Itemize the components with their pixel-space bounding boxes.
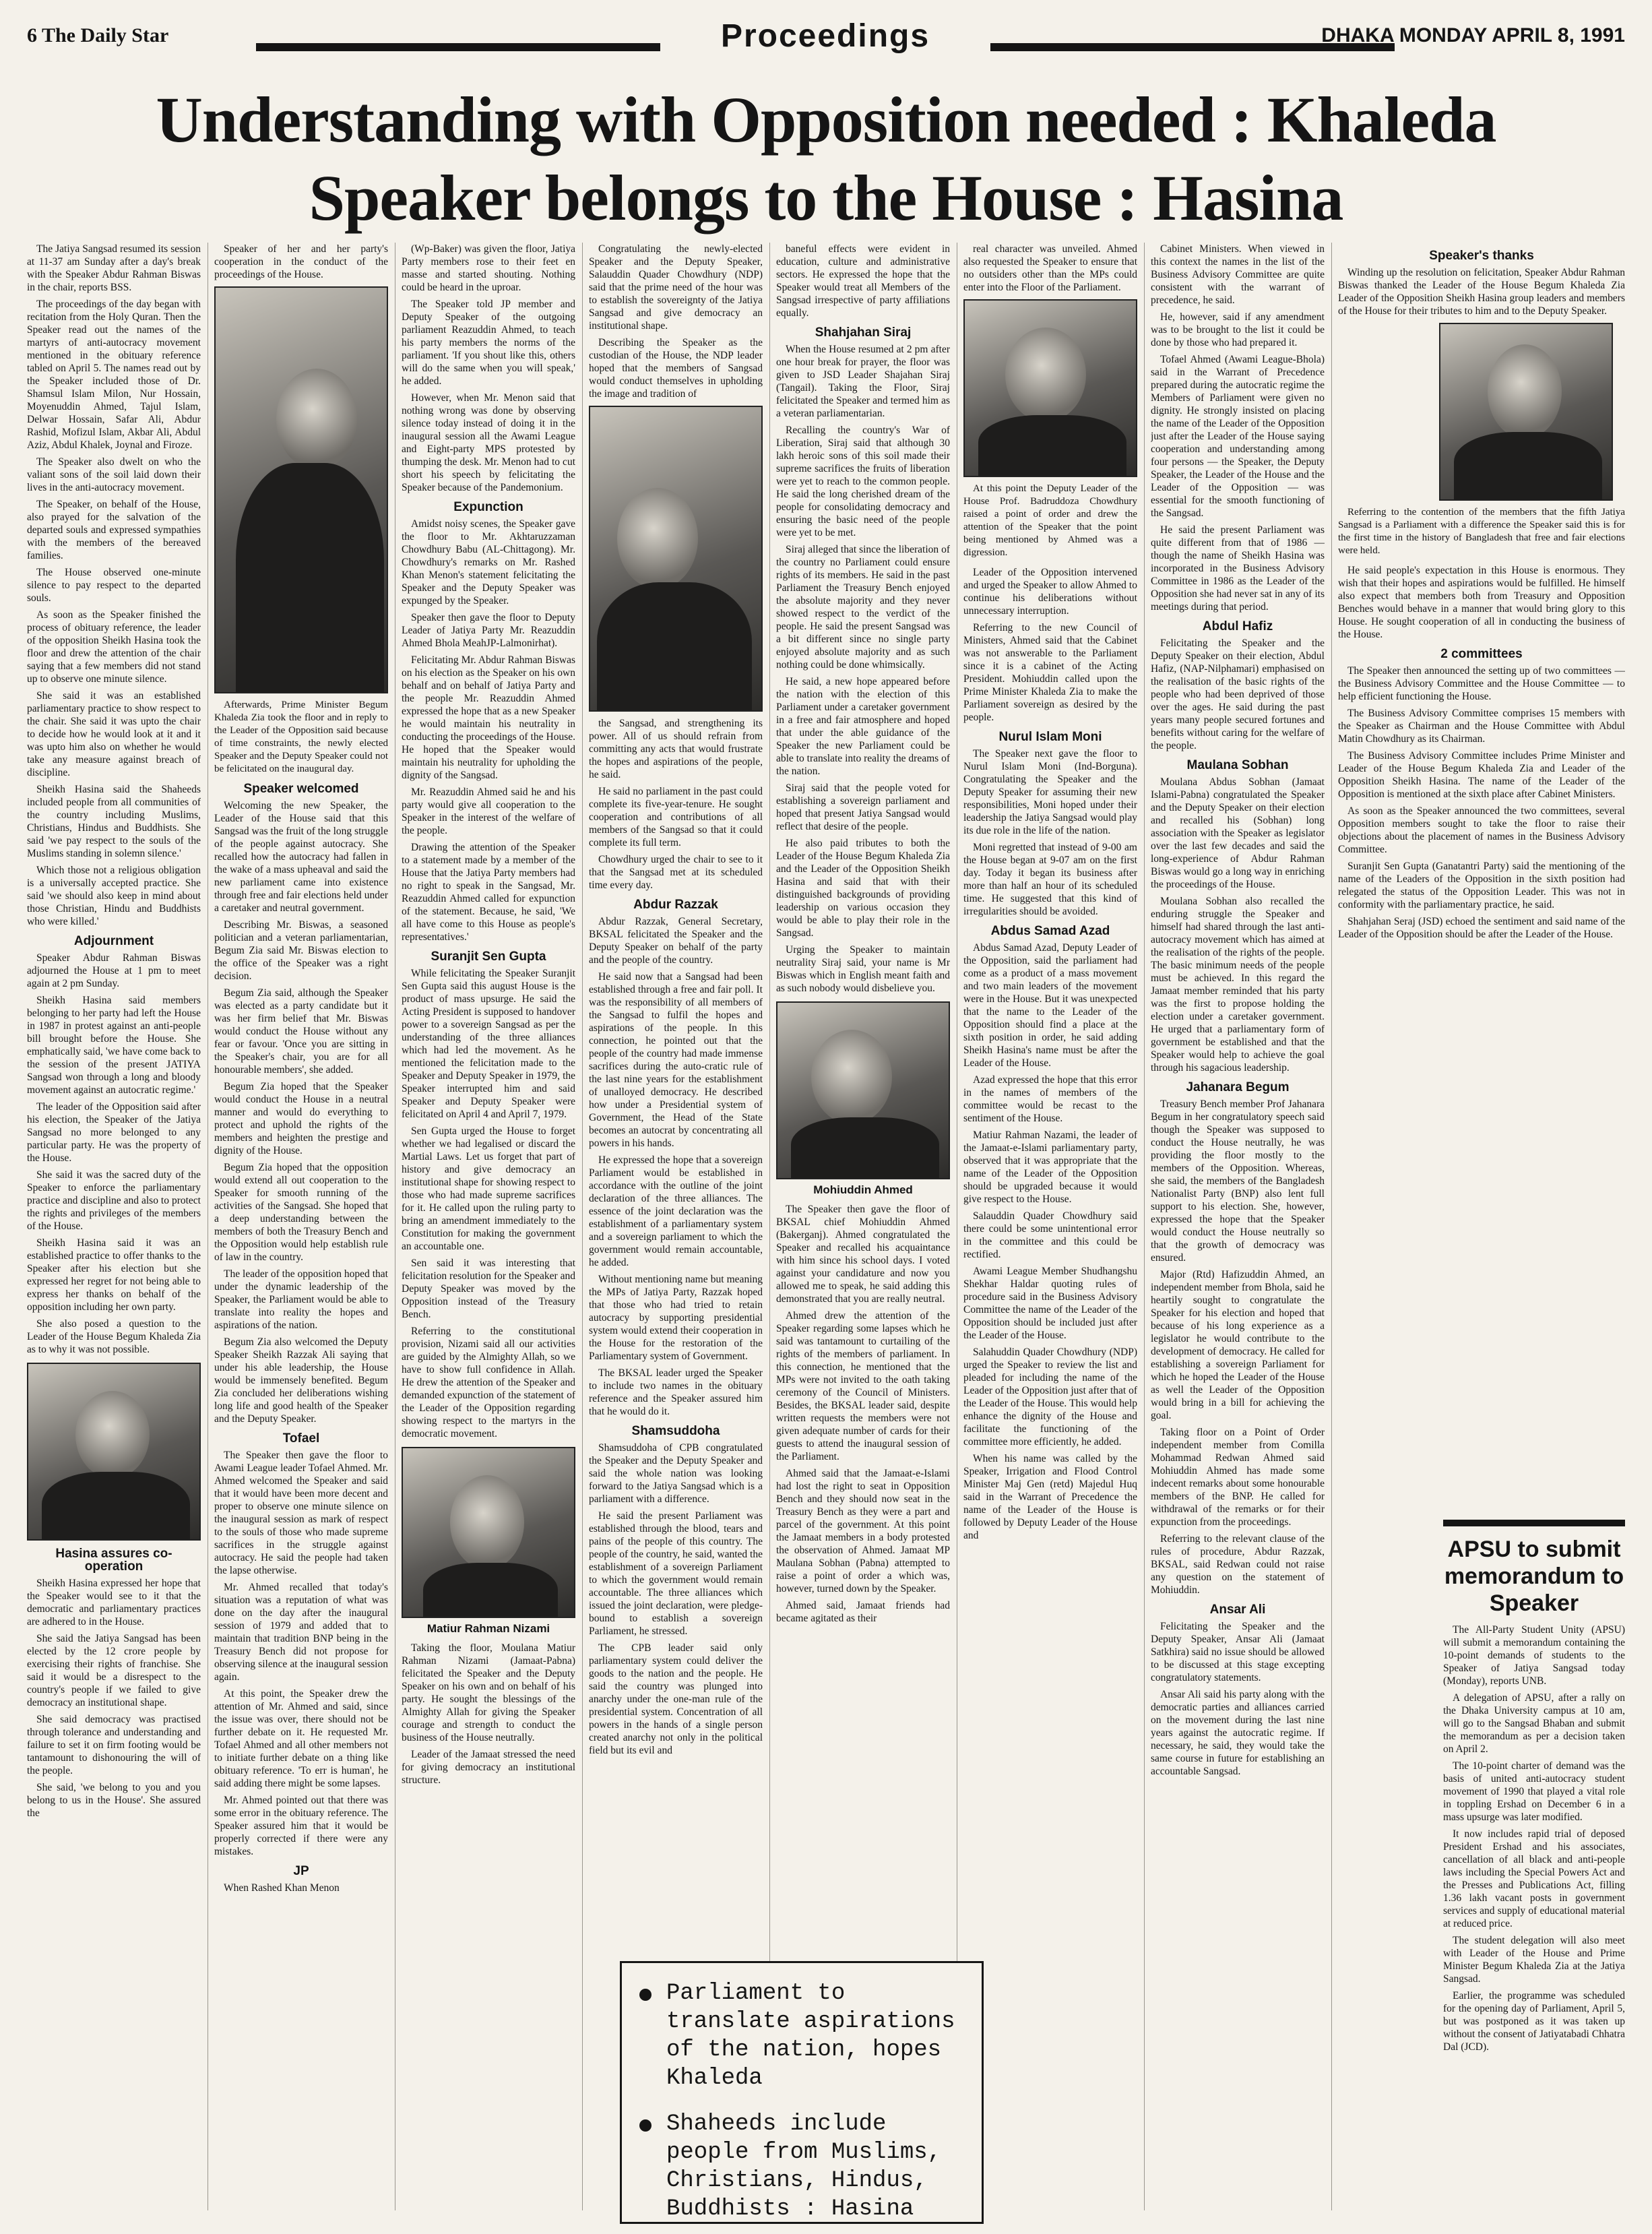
section-title: Proceedings (720, 18, 930, 54)
headline-line-2: Speaker belongs to the House : Hasina (309, 162, 1343, 234)
paragraph: Earlier, the programme was scheduled for the opening day of Parliament, April 5, but was postponed as it was taken up without the consent of Jatiyatabadi Chhatra Dal (JCD). (1443, 1990, 1625, 2053)
paragraph: Mr. Reazuddin Ahmed said he and his party would give all cooperation to the Speaker in the interest of the welfare of the people. (402, 786, 575, 836)
highlights-box (620, 1961, 984, 2224)
apsu-body (1443, 1623, 1625, 2053)
paragraph: When the House resumed at 2 pm after one hour break for prayer, the floor was given to JSD Leader Shajahan Siraj (Tangail). Taking the Floor, Siraj felicitated the Speaker and termed him as a veteran parliamentarian. (776, 344, 950, 419)
paragraph: Speaker Abdur Rahman Biswas adjourned the House at 1 pm to meet again at 2 pm Sunday. (27, 952, 201, 989)
subhead-expunction: Expunction (453, 500, 523, 514)
photo-mohiuddin (776, 1001, 950, 1179)
paragraph: The Speaker also dwelt on who the valiant sons of the soil laid down their lives in the anti-autocracy movement. (27, 456, 201, 493)
paragraph: Speaker of her and her party's cooperation in the conduct of the proceedings of the House. (214, 243, 388, 280)
paragraph: Ahmed said, Jamaat friends had became agitated as their (776, 1600, 950, 1624)
paragraph: Awami League Member Shudhangshu Shekhar Haldar quoting rules of procedure said in the Business Advisory Committee the name of the Leader of the Opposition should be included just after the Leader of the House. (963, 1266, 1137, 1341)
paragraph: Ansar Ali said his party along with the democratic parties and alliances carried on the movement during the last nine years against the autocratic regime. If necessary, he said, they would take the same course in future for establishing an accountable Sangsad. (1151, 1689, 1325, 1777)
paragraph: Moulana Sobhan also recalled the enduring struggle the Speaker and himself had shared through the last anti-autocracy movement which has aimed at the realisation of the rights of the people. The basic minimum needs of the people must be achieved. In this regard the Jamaat member reminded that his party was the first to propose holding the election under a caretaker government. He urged that a parliamentary form of government be established and that the Speaker would help to achieve the goal through his sagacious leadership. (1151, 896, 1325, 1074)
story-rule (1443, 1520, 1625, 1526)
paragraph: Recalling the country's War of Liberation, Siraj said that although 30 lakh heroic sons of this soil made their supreme sacrifices the fruits of liberation were yet to reach to the common people. He said the long cherished dream of the people for consolidating democracy and ensuring the basic need of the people were yet to be met. (776, 425, 950, 538)
subhead-suranjit: Suranjit Sen Gupta (431, 950, 546, 964)
paragraph: Moulana Abdus Sobhan (Jamaat Islami-Pabna) congratulated the Speaker and the Deputy Speaker on their election and recalled his (Sobhan) long association with the Speaker as legislator over the last few decades and said the long-experience of Abdur Rahman Biswas would go a long way in enriching the proceedings of the House. (1151, 776, 1325, 890)
subhead-jp: JP (293, 1864, 309, 1878)
photo-caption: Matiur Rahman Nizami (426, 1622, 550, 1635)
paragraph: She said, 'we belong to you and you belong to us in the House'. She assured the (27, 1782, 201, 1819)
apsu-story (1443, 1520, 1625, 2057)
paragraph: Suranjit Sen Gupta (Ganatantri Party) said the mentioning of the name of the Leaders of the Opposition in the sixth position had relegated the status of the Opposition Leader. This was not in conformity with the parliamentary practice, he said. (1338, 861, 1625, 910)
paragraph: Begum Zia hoped that the opposition would extend all out cooperation to the Speaker for smooth running of the activities of the Sangsad. She hoped that a deep understanding between the members of both the Treasury Bench and the Opposition would help establish rule of law in the country. (214, 1162, 388, 1263)
subhead-razzak: Abdur Razzak (633, 898, 718, 912)
paragraph: Begum Zia also welcomed the Deputy Speaker Sheikh Razzak Ali saying that under his able leadership, the House would be immensely benefited. Begum Zia concluded her deliberations wishing long life and good health of the Speaker and the Deputy Speaker. (214, 1336, 388, 1425)
paragraph: Welcoming the new Speaker, the Leader of the House said that this Sangsad was the fruit of the long struggle of the people against autocracy. She recalled how the autocracy had fallen in the wake of a mass upheaval and said the new parliament came into existence through free and fair elections held under a caretaker and neutral government. (214, 800, 388, 914)
paragraph: He said no parliament in the past could complete its five-year-tenure. He sought cooperation and contributions of all members of the Sangsad so that it could complete its full term. (589, 786, 763, 848)
page-label: 6 The Daily Star (27, 24, 169, 46)
column-6 (963, 243, 1137, 2210)
paragraph: When Rashed Khan Menon (224, 1882, 340, 1894)
subhead-2-committees: 2 committees (1440, 647, 1523, 661)
subhead-hasina-assures: Hasina assures co-operation (55, 1547, 172, 1574)
paragraph: Amidst noisy scenes, the Speaker gave the floor to Mr. Akhtaruzzaman Chowdhury Babu (AL-Chittagong). Mr. Chowdhury's remarks on Mr. Rashed Khan Menon's statement felicitating the Speaker and the Deputy Speaker was expunged by the Speaker. (402, 518, 575, 607)
paragraph: The CPB leader said only parliamentary system could deliver the goods to the nation and the people. He said the country was plunged into anarchy under the one-man rule of the presidential system. Concentration of all powers in the hands of a single person created anarchy not only in the political field but its evil and (589, 1642, 763, 1756)
headline (27, 81, 1625, 237)
paragraph: Sen Gupta urged the House to forget whether we had legalised or discard the Martial Laws. Let us forget that part of history and give democracy an institutional shape for showing respect to those who had made supreme sacrifices for it. He called upon the ruling party to bring an amendment immediately to the Constitution for making the government an accountable one. (402, 1125, 575, 1252)
subhead-jahanara: Jahanara Begum (1186, 1080, 1290, 1094)
paragraph: Felicitating the Speaker and the Deputy Speaker on their election, Abdul Hafiz, (NAP-Nilphamari) emphasised on the realisation of the basic rights of the people who had been deprived of those over the ages. He said during the past years many people secured fortunes and benefits without caring for the welfare of the people. (1151, 638, 1325, 751)
paragraph: As soon as the Speaker finished the process of obituary reference, the leader of the opposition Sheikh Hasina took the floor and drew the attention of the chair saying that a few members did not stand up to observe one minute silence. (27, 609, 201, 685)
column-5 (776, 243, 950, 2210)
paragraph: He expressed the hope that a sovereign Parliament would be established in accordance with the outline of the joint declaration of the three alliances. The essence of the joint declaration was the establishment of a parliamentary system and a sovereign parliament to which the government would remain accountable, he added. (589, 1154, 763, 1268)
paragraph: Leader of the Jamaat stressed the need for giving democracy an institutional structure. (402, 1749, 575, 1786)
paragraph: Sheikh Hasina said it was an established practice to offer thanks to the Speaker after his election but she expressed her regret for not being able to express her thanks on behalf of the opposition including her own party. (27, 1237, 201, 1313)
paragraph: Taking floor on a Point of Order independent member from Comilla Mohammad Redwan Ahmed said Mohiuddin Ahmed has made some indecent remarks about some honourable members of the BNP. He called for withdrawal of the remarks or for their expunction from the proceedings. (1151, 1427, 1325, 1528)
paragraph: Begum Zia said, although the Speaker was elected as a party candidate but it was her firm belief that Mr. Biswas would conduct the House without any fear or favour. 'Once you are sitting in the Speaker's chair, you are for all honourable members', she added. (214, 987, 388, 1076)
photo-caption: At this point the Deputy Leader of the House Prof. Badruddoza Chowdhury raised a point of order and drew the attention of the Speaker that the point being mentioned by Ahmed was a digression. (963, 483, 1137, 558)
paragraph: Matiur Rahman Nazami, the leader of the Jamaat-e-Islami parliamentary party, observed that it was appropriate that the name of the Leader of the Opposition should be upgraded because it would give respect to the House. (963, 1129, 1137, 1205)
paragraph: He said the present Parliament was quite different from that of 1986 — though the name of Sheikh Hasina was incorporated in the Business Advisory Committee in 1986 as the Leader of the Opposition she had never sat in any of its meetings during that period. (1151, 524, 1325, 613)
paragraph: He, however, said if any amendment was to be brought to the list it could be done by those who had prepared it. (1151, 311, 1325, 348)
headline-line-1: Understanding with Opposition needed : Khaleda (156, 84, 1496, 156)
paragraph: The Business Advisory Committee comprises 15 members with the Speaker as Chairman and the House Committee with Abdul Matin Chowdhury as its Chairman. (1338, 708, 1625, 745)
paragraph: Describing the Speaker as the custodian of the House, the NDP leader hoped that the members of Sangsad would conduct themselves in upholding the image and tradition of (589, 337, 763, 400)
paragraph: Felicitating the Speaker and the Deputy Speaker, Ansar Ali (Jamaat Satkhira) said no issue should be allowed to be discussed at this stage excepting congratulatory statements. (1151, 1621, 1325, 1683)
subhead-shahjahan: Shahjahan Siraj (815, 325, 912, 340)
paragraph: Shamsuddoha of CPB congratulated the Speaker and the Deputy Speaker and said the whole nation was looking forward to the Jatiya Sangsad which is a parliament with a difference. (589, 1442, 763, 1505)
subhead-adjournment: Adjournment (73, 934, 154, 948)
dateline: DHAKA MONDAY APRIL 8, 1991 (1321, 24, 1625, 46)
paragraph: When his name was called by the Speaker, Irrigation and Flood Control Minister Maj Gen (retd) Majedul Huq said in the Warrant of Precedence the name of the Leader of the House is followed by Deputy Leader of the House and (963, 1453, 1137, 1541)
paragraph: Treasury Bench member Prof Jahanara Begum in her congratulatory speech said though the Speaker was supposed to conduct the House neutrally, he was providing the floor mostly to the members of the Opposition. Whereas, she said, the members of the Bangladesh Nationalist Party (BNP) also lent full support to his election. She, however, expressed the hope that the Speaker would conduct the House neutrally so that the growth of democracy was ensured. (1151, 1098, 1325, 1264)
highlight-text: Parliament to translate aspirations of the nation, hopes Khaleda (666, 1981, 955, 2091)
paragraph: The Speaker told JP member and Deputy Speaker of the outgoing parliament Reazuddin Ahmed, to teach his party members the norms of the parliament. 'If you shout like this, others will do the same when you will speak,' he added. (402, 299, 575, 387)
paragraph: The Speaker next gave the floor to Nurul Islam Moni (Ind-Borguna). Congratulating the Speaker and the Deputy Speaker for assuming their new responsibilities, Moni hoped under their leadership the Jatiya Sangsad would play its due role in the life of the nation. (963, 748, 1137, 836)
paragraph: She said the Jatiya Sangsad has been elected by the 12 crore people by exercising their rights of franchise. She said it would be a disrespect to the country's people if we failed to give democracy an institutional shape. (27, 1633, 201, 1708)
paragraph: As soon as the Speaker announced the two committees, several Opposition members sought to take the floor to raise their objections about the placement of names in the Business Advisory Committee. (1338, 805, 1625, 855)
paragraph: Begum Zia hoped that the Speaker would conduct the House in a neutral manner and would do everything to protect and uphold the rights of the members and heighten the prestige and dignity of the House. (214, 1081, 388, 1156)
column-1 (27, 243, 201, 2210)
paragraph: The leader of the Opposition said after his election, the Speaker of the Jatiya Sangsad no more belonged to any particular party. He was the property of the House. (27, 1101, 201, 1164)
paragraph: Siraj alleged that since the liberation of the country no Parliament could ensure rights of its members. He said in the past Parliament the Treasury Bench enjoyed the absolute majority and they never showed respect to the verdict of the people. He said the present Sangsad was a bit different since no single party enjoyed absolute majority and as such nothing could be done whimsically. (776, 544, 950, 671)
column-4 (589, 243, 763, 2210)
paragraph: Winding up the resolution on felicitation, Speaker Abdur Rahman Biswas thanked the Leader of the House Begum Khaleda Zia Leader of the Opposition Sheikh Hasina group leaders and members of the House for their tributes to him and to the Deputy Speaker. (1338, 267, 1625, 317)
paragraph: The BKSAL leader urged the Speaker to include two names in the obituary reference and the Speaker assured him that he would do it. (589, 1367, 763, 1417)
subhead-tofael: Tofael (282, 1431, 320, 1446)
paragraph: It now includes rapid trial of deposed President Ershad and his associates, cancellation of all black and anti-people laws including the Special Powers Act and the Presses and Publications Act, filling 1.36 lakh vacant posts in government services and supply of educational material at reduced price. (1443, 1828, 1625, 1929)
subhead-hafiz: Abdul Hafiz (1202, 619, 1273, 633)
paragraph: (Wp-Baker) was given the floor, Jatiya Party members rose to their feet en masse and started shouting. Nothing could be heard in the uproar. (402, 243, 575, 293)
paragraph: Salauddin Quader Chowdhury said there could be some unintentional error in the committee and this could be rectified. (963, 1210, 1137, 1260)
paragraph: However, when Mr. Menon said that nothing wrong was done by observing silence today instead of doing it in the inaugural session all the Awami League and Eight-party MPS protested by thumping the desk. Mr. Menon had to cut short his speech by felicitating the Speaker because of the Pandemonium. (402, 392, 575, 493)
paragraph: He said, a new hope appeared before the nation with the election of this Parliament under a caretaker government in a free and fair atmosphere and hoped that under the able guidance of the Speaker the new Parliament could be able to translate into reality the dreams of the nation. (776, 676, 950, 777)
paragraph: Salahuddin Quader Chowdhury (NDP) urged the Speaker to review the list and pleaded for including the name of the Leader of the Opposition just after that of the Leader of the House. This would help enhance the dignity of the House and facilitate the functioning of the committee more efficiently, he added. (963, 1346, 1137, 1448)
paragraph: Siraj said that the people voted for establishing a sovereign parliament and hoped that present Jatiya Sangsad would reflect that desire of the people. (776, 782, 950, 832)
photo-caption: Afterwards, Prime Minister Begum Khaleda Zia took the floor and in reply to the Leader of the Opposition said because of time constraints, the newly elected Speaker and the Deputy Speaker could not be felicitated on the inaugural day. (214, 700, 388, 774)
paragraph: While felicitating the Speaker Suranjit Sen Gupta said this august House is the product of mass upsurge. He said the Acting President is supposed to handover power to a sovereign Sangsad as per the understanding of the three alliances which had led the movement. As he mentioned the felicitation made to the Speaker and Deputy Speaker in 1979, the Speaker interrupted him and said Speaker and Deputy Speaker were felicitated on April 4 and April 7, 1979. (402, 968, 575, 1120)
subhead-speaker-welcomed: Speaker welcomed (243, 782, 359, 796)
photo-badruddoza (963, 299, 1137, 477)
paragraph: Referring to the new Council of Ministers, Ahmed said that the Cabinet was not answerable to the Parliament since it is a cabinet of the Acting President. Mohiuddin called upon the Prime Minister Khaleda Zia to make the Parliament sovereign as desired by the people. (963, 622, 1137, 723)
paragraph: Mr. Ahmed recalled that today's situation was a reputation of what was done on the day after the inaugural session of 1979 and added that to maintain that tradition BNP being in the Treasury Bench did not propose for observing silence at the inaugural session again. (214, 1582, 388, 1683)
column-divider (582, 243, 583, 2210)
subhead-azad: Abdus Samad Azad (990, 924, 1110, 938)
paragraph: Speaker then gave the floor to Deputy Leader of Jatiya Party Mr. Reazuddin Ahmed Bhola MeahJP-Lalmonirhat). (402, 612, 575, 649)
paragraph: Shahjahan Seraj (JSD) echoed the sentiment and said name of the Leader of the Opposition should be after the Leader of the House. (1338, 916, 1625, 940)
paragraph: She said it was an established parliamentary practice to show respect to the chair. She said it was upto the chair to decide how he would look at it and it was upto him also on whether he would take any measure against breach of discipline. (27, 690, 201, 778)
subhead-ansar: Ansar Ali (1209, 1603, 1266, 1617)
paragraph: The Speaker then announced the setting up of two committees — the Business Advisory Committee and the House Committee — to help efficient functioning the House. (1338, 665, 1625, 702)
photo-caption: Referring to the contention of the members that the fifth Jatiya Sangsad is a Parliament with a difference the Speaker said this is for the first time in the history of Bangladesh that free and fair elections were held. (1338, 507, 1625, 556)
paragraph: The Speaker then gave the floor of BKSAL chief Mohiuddin Ahmed (Bakerganj). Ahmed congratulated the Speaker and recalled his acquaintance with him since his school days. I voted against your candidature and now you allowed me to speak, he said adding this demonstrated that you are really neutral. (776, 1204, 950, 1305)
paragraph: She also posed a question to the Leader of the House Begum Khaleda Zia as to why it was not possible. (27, 1318, 201, 1355)
column-2 (214, 243, 388, 2210)
highlight-item (639, 1979, 964, 2092)
photo-caption: Mohiuddin Ahmed (813, 1183, 913, 1196)
photo-speaker-biswas (1439, 323, 1613, 501)
paragraph: The 10-point charter of demand was the basis of united anti-autocracy student movement of 1990 that played a vital role in toppling Ershad on December 6 in a mass upsurge was later modified. (1443, 1760, 1625, 1823)
paragraph: Without mentioning name but meaning the MPs of Jatiya Party, Razzak hoped that those who had tried to retain autocracy by supporting presidential system would extend their cooperation in the House for the restoration of the Parliamentary system of Government. (589, 1274, 763, 1362)
paragraph: The Speaker, on behalf of the House, also prayed for the salvation of the departed souls and expressed sympathies with the members of the bereaved families. (27, 499, 201, 561)
subhead-nurul: Nurul Islam Moni (998, 730, 1102, 744)
paragraph: Tofael Ahmed (Awami League-Bhola) said in the Warrant of Precedence prepared during the autocratic regime the Members of Parliament were given no dignity. He strongly insisted on placing the name of the Leader of the Opposition just after the Leader of the House saying cooperation and understanding among four persons — the Speaker, the Deputy Speaker, the Leader of the House and the Leader of the Opposition — was essential for the smooth functioning of the Sangsad. (1151, 354, 1325, 519)
paragraph: Felicitating Mr. Abdur Rahman Biswas on his election as the Speaker on his own behalf and on behalf of Jatiya Party and the people Mr. Reazuddin Ahmed expressed the hope that as a new Speaker he would maintain his neutrality in conducting the proceedings of the House. He hoped that the Speaker would maintain his neutrality for upholding the dignity of the Sangsad. (402, 654, 575, 781)
paragraph: The All-Party Student Unity (APSU) will submit a memorandum containing the 10-point demands of students to the Speaker of Jatiya Sangsad today (Monday), reports UNB. (1443, 1624, 1625, 1687)
paragraph: Drawing the attention of the Speaker to a statement made by a member of the House that the Jatiya Party members had no right to speak in the Sangsad, Mr. Reazuddin Ahmed called for expunction of the statement. Because, he said, 'We all have come to this House as people's representatives.' (402, 842, 575, 943)
highlight-text: Shaheeds include people from Muslims, Christians, Hindus, Buddhists : Hasina (666, 2111, 942, 2222)
column-divider (1144, 243, 1145, 2210)
bullet-icon (639, 1989, 652, 2001)
column-8 (1338, 243, 1625, 1510)
column-divider (769, 243, 770, 2210)
paragraph: A delegation of APSU, after a rally on the Dhaka University campus at 10 am, will go to the Sangsad Bhaban and submit the memorandum as per a decision taken on April 2. (1443, 1692, 1625, 1755)
section-rule-left (256, 43, 660, 51)
column-7 (1151, 243, 1325, 2210)
paragraph: Sen said it was interesting that felicitation resolution for the Speaker and Deputy Speaker was moved by the Opposition instead of the Treasury Bench. (402, 1258, 575, 1320)
subhead-speakers-thanks: Speaker's thanks (1429, 249, 1534, 263)
paragraph: Cabinet Ministers. When viewed in this context the names in the list of the Business Advisory Committee are quite consistent with the warrant of precedence, he said. (1151, 243, 1325, 306)
paragraph: Referring to the constitutional provision, Nizami said all our activities are guided by the Almighty Allah, so we have to show full confidence in Allah. He drew the attention of the Speaker and demanded expunction of the statement of the Leader of the Opposition regarding showing respect to the martyrs in the democratic movement. (402, 1326, 575, 1439)
paragraph: Taking the floor, Moulana Matiur Rahman Nizami (Jamaat-Pabna) felicitated the Speaker and the Deputy Speaker on his own and on behalf of his party. He sought the blessings of the Almighty Allah for giving the Speaker courage and strength to conduct the business of the House neutrally. (402, 1642, 575, 1743)
paragraph: The Business Advisory Committee includes Prime Minister and Leader of the House Begum Khaleda Zia and Leader of the Opposition Sheikh Hasina. The name of the Leader of the Opposition is mentioned at the sixth place after Cabinet Ministers. (1338, 750, 1625, 800)
paragraph: He said people's expectation in this House is enormous. They wish that their hopes and aspirations would be fulfilled. He himself also expect that members both from Treasury and Opposition Benches would behave in a manner that would bring glory to this House. He sought cooperation of all in conducting the business of the House. (1338, 565, 1625, 640)
paragraph: the Sangsad, and strengthening its power. All of us should refrain from committing any acts that would frustrate the hopes and aspirations of the people, he said. (589, 718, 763, 780)
photo-sheikh-hasina (27, 1363, 201, 1541)
column-3 (402, 243, 575, 2210)
paragraph: The Jatiya Sangsad resumed its session at 11-37 am Sunday after a day's break with the Speaker Abdur Rahman Biswas in the chair, reports BSS. (27, 243, 201, 293)
highlight-item (639, 2110, 964, 2223)
masthead (27, 18, 1625, 71)
paragraph: She said it was the sacred duty of the Speaker to enforce the parliamentary practice and discipline and also to protect the rights and privileges of the members of the House. (27, 1169, 201, 1232)
paragraph: Describing Mr. Biswas, a seasoned politician and a veteran parliamentarian, Begum Zia said Mr. Biswas election to the office of the Speaker was a right decision. (214, 919, 388, 982)
paragraph: Which those not a religious obligation is a universally accepted practice. She said 'we should also keep in mind about those Christian, Hindu and Buddhists who were killed.' (27, 865, 201, 927)
paragraph: real character was unveiled. Ahmed also requested the Speaker to ensure that no outsiders other than the MPs could enter into the Floor of the Parliament. (963, 243, 1137, 293)
apsu-headline: APSU to submit memorandum to Speaker (1444, 1537, 1624, 1616)
paragraph: He said the present Parliament was established through the blood, tears and pains of the people of this country. The people of the country, he said, wanted the establishment of a sovereign Parliament to which the government would remain accountable. The three alliances which issued the joint declaration, were pledge-bound to establish a sovereign Parliament, he stressed. (589, 1510, 763, 1637)
bullet-icon (639, 2119, 652, 2132)
photo-nizami (402, 1447, 575, 1618)
paragraph: He said now that a Sangsad had been established through a free and fair poll. It was the responsibility of all members of the Sangsad to fulfil the hopes and aspirations of the people. In this connection, he pointed out that the people of the country had made immense sacrifices during the auto-cratic rule of the last nine years for the establishment of unalloyed democracy. He described how under a Presidential system of Government, the Head of the State becomes an autocrat by concentrating all powers in his hands. (589, 971, 763, 1149)
paragraph: The Speaker then gave the floor to Awami League leader Tofael Ahmed. Mr. Ahmed welcomed the Speaker and said that it would have been more decent and proper to observe one minute silence on the inaugural session as mark of respect to the souls of those who made supreme sacrifices in the struggle against autocracy. He said the people had taken the lapse otherwise. (214, 1450, 388, 1576)
paragraph: baneful effects were evident in education, culture and administrative sectors. He expressed the hope that the Speaker would treat all Members of the Sangsad irrespective of party affiliations equally. (776, 243, 950, 319)
subhead-sobhan: Maulana Sobhan (1186, 758, 1289, 772)
paragraph: Ahmed drew the attention of the Speaker regarding some lapses which he said was tantamount to curtailing of the rights of the members of parliament. In this connection, he mentioned that the MPs were not invited to the oath taking ceremony of the Council of Ministers. Besides, the BKSAL leader said, despite written requests the members were not given adequate number of cards for their guests to attend the inaugural session of the Parliament. (776, 1310, 950, 1462)
column-divider (1331, 243, 1332, 2210)
paragraph: The student delegation will also meet with Leader of the House and Prime Minister Begum Khaleda Zia at the Jatiya Sangsad. (1443, 1935, 1625, 1985)
paragraph: Sheikh Hasina said the Shaheeds included people from all communities of the country including Muslims, Christians, Hindus and Buddhists. She said 'we pay respect to the souls of the Muslims standing in solemn silence.' (27, 784, 201, 859)
paragraph: Abdur Razzak, General Secretary, BKSAL felicitated the Speaker and the Deputy Speaker on behalf of the party and the people of the country. (589, 916, 763, 966)
paragraph: Sheikh Hasina said members belonging to her party had left the House in 1987 in protest against an anti-people bill brought before the House. She emphatically said, 'we have come back to the session of the present JATIYA Sangsad won through a long and bloody movement against an autocratic regime.' (27, 995, 201, 1096)
paragraph: Sheikh Hasina expressed her hope that the Speaker would see to it that the democratic and parliamentary practices are adhered to in the House. (27, 1578, 201, 1627)
paragraph: Abdus Samad Azad, Deputy Leader of the Opposition, said the parliament had come as a product of a mass movement and two main leaders of the movement were in the House. But it was unexpected that the name to the Leader of the Opposition should find a place at the sixth position in order, he said adding Sheikh Hasina's name must be after the Leader of the House. (963, 942, 1137, 1069)
paragraph: The House observed one-minute silence to pay respect to the departed souls. (27, 567, 201, 604)
paragraph: Leader of the Opposition intervened and urged the Speaker to allow Ahmed to continue his deliberations without unnecessary interruption. (963, 567, 1137, 617)
subhead-shamsuddoha: Shamsuddoha (631, 1424, 720, 1438)
paragraph: Major (Rtd) Hafizuddin Ahmed, an independent member from Bhola, said he heartily sought to congratulate the Speaker for his election and hoped that because of his long experience as a legislator he would contribute to the development of democracy. He called for establishing a sovereign Parliament for which he hoped the Leader of the House as well the Leader of the Opposition would bring in a bill for achieving the goal. (1151, 1269, 1325, 1421)
paragraph: The leader of the opposition hoped that under the dynamic leadership of the Speaker, the Parliament would be able to translate into reality the hopes and aspirations of the nation. (214, 1268, 388, 1331)
photo-speaker-group (589, 406, 763, 712)
paragraph: Chowdhury urged the chair to see to it that the Sangsad met at its scheduled time every day. (589, 854, 763, 891)
paragraph: He also paid tributes to both the Leader of the House Begum Khaleda Zia and the Leader of the Opposition Sheikh Hasina and said that with their distinguished backgrounds of providing leadership on various occasion they would be able to play their role in the Sangsad. (776, 838, 950, 939)
paragraph: At this point, the Speaker drew the attention of Mr. Ahmed and said, since the issue was over, there should not be further debate on it. He requested Mr. Tofael Ahmed and all other members not to initiate further debate on a thing like obituary reference. 'To err is human', he said adding there might be some lapses. (214, 1688, 388, 1789)
paragraph: Referring to the relevant clause of the rules of procedure, Abdur Razzak, BKSAL, said Redwan could not raise any question on the statement of Mohiuddin. (1151, 1533, 1325, 1596)
paragraph: She said democracy was practised through tolerance and understanding and failure to set it on firm footing would be tantamount to dishonouring the will of the people. (27, 1714, 201, 1776)
paragraph: Congratulating the newly-elected Speaker and the Deputy Speaker, Salauddin Quader Chowdhury (NDP) said that the prime need of the hour was to establish the sovereignty of the Jatiya Sangsad and give democracy an institutional shape. (589, 243, 763, 332)
paragraph: The proceedings of the day began with recitation from the Holy Quran. Then the Speaker read out the names of the martyrs of anti-autocracy movement mentioned in the obituary reference tabled on April 5. The names read out by the Speaker included those of Dr. Shamsul Islam Milon, Nur Hossain, Moyenuddin Ahmed, Tajul Islam, Delwar Hossain, Safar Ali, Abdur Rashid, Mofizul Islam, Akbar Ali, Abdul Aziz, Abdul Khalek, Joynal and Firoze. (27, 299, 201, 451)
paragraph: Ahmed said that the Jamaat-e-Islami had lost the right to seat in Opposition Bench and they should now seat in the Treasury Bench as they were a part and parcel of the government. At this point the Jamaat members in a body protested the observation of Ahmed. Jamaat MP Maulana Sobhan (Pabna) attempted to raise a point of order a which was, however, turned down by the Speaker. (776, 1468, 950, 1594)
paragraph: Azad expressed the hope that this error in the names of members of the committee would be recast to the sentiment of the House. (963, 1074, 1137, 1124)
paragraph: Moni regretted that instead of 9-00 am the House began at 9-07 am on the first day. Today it began its business after more than half an hour of its scheduled time. He suggested that this kind of irregularities should be avoided. (963, 842, 1137, 917)
paragraph: Urging the Speaker to maintain neutrality Siraj said, your name is Mr Biswas which in English meant faith and as such nobody would disbelieve you. (776, 944, 950, 994)
paragraph: Mr. Ahmed pointed out that there was some error in the obituary reference. The Speaker assured him that it would be properly corrected if there were any mistakes. (214, 1795, 388, 1857)
photo-khaleda-zia (214, 286, 388, 693)
